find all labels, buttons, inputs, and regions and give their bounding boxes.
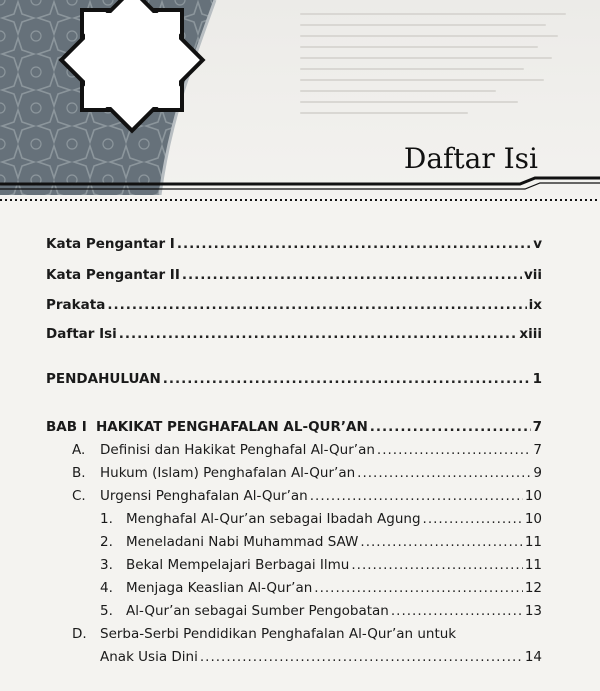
chapter-title: HAKIKAT PENGHAFALAN AL-QUR’AN: [96, 419, 368, 435]
toc-entry-subsection[interactable]: [126, 556, 542, 574]
ornamental-corner-pattern: [0, 0, 240, 195]
toc-entry-page: v: [533, 236, 542, 252]
dot-leader: [370, 418, 531, 436]
dot-leader: [177, 235, 531, 253]
toc-entry-subsection[interactable]: [126, 579, 542, 597]
toc-entry-section[interactable]: [100, 487, 542, 505]
subsection-number: 2.: [100, 534, 113, 550]
dot-leader: [351, 556, 522, 574]
dot-leader: [360, 533, 522, 551]
toc-entry-page: 12: [524, 580, 542, 596]
toc-entry-page: 7: [532, 419, 542, 435]
toc-entry-page: vii: [523, 267, 542, 283]
dot-leader: [357, 464, 531, 482]
subsection-number: 1.: [100, 511, 113, 527]
toc-entry-subsection[interactable]: [126, 602, 542, 620]
toc-entry-front-matter[interactable]: [46, 266, 542, 284]
subsection-label: Al-Qur’an sebagai Sumber Pengobatan: [126, 603, 389, 619]
subsection-label: Menjaga Keaslian Al-Qur’an: [126, 580, 313, 596]
section-letter: A.: [72, 442, 86, 458]
toc-entry-page: 14: [524, 649, 542, 665]
section-label: Hukum (Islam) Penghafalan Al-Qur’an: [100, 465, 356, 481]
title-divider-rule: [0, 170, 600, 210]
toc-entry-subsection[interactable]: [126, 533, 542, 551]
dot-leader: [314, 579, 523, 597]
dot-leader: [423, 510, 523, 528]
toc-entry-front-matter[interactable]: [46, 235, 542, 253]
toc-entry-page: 13: [524, 603, 542, 619]
subsection-label: Meneladani Nabi Muhammad SAW: [126, 534, 359, 550]
toc-entry-front-matter[interactable]: [46, 325, 542, 343]
toc-entry-section[interactable]: [100, 441, 542, 459]
dot-leader: [391, 602, 523, 620]
section-letter: C.: [72, 488, 86, 504]
dot-leader: [310, 487, 523, 505]
toc-entry-label: Kata Pengantar II: [46, 267, 180, 283]
dot-leader: [377, 441, 532, 459]
eight-point-star-frame-icon: [61, 0, 202, 131]
subsection-number: 5.: [100, 603, 113, 619]
section-letter: D.: [72, 626, 87, 642]
dot-leader: [119, 325, 518, 343]
toc-entry-page: xiii: [519, 326, 542, 342]
dot-leader: [163, 370, 531, 388]
toc-entry-page: 1: [532, 371, 542, 387]
toc-entry-subsection[interactable]: [126, 510, 542, 528]
page-title: Daftar Isi: [403, 142, 538, 175]
section-label-line1: Serba-Serbi Pendidikan Penghafalan Al-Qur’an untuk: [100, 626, 457, 642]
subsection-label: Bekal Mempelajari Berbagai Ilmu: [126, 557, 350, 573]
toc-entry-page: 10: [524, 488, 542, 504]
subsection-number: 3.: [100, 557, 113, 573]
toc-entry-label: Daftar Isi: [46, 326, 117, 342]
toc-entry-page: 7: [533, 442, 542, 458]
toc-entry-label: Kata Pengantar I: [46, 236, 175, 252]
section-label: Definisi dan Hakikat Penghafal Al-Qur’an: [100, 442, 375, 458]
toc-entry-section[interactable]: [100, 648, 542, 666]
toc-entry-pendahuluan[interactable]: [46, 370, 542, 388]
toc-entry-page: 10: [524, 511, 542, 527]
chapter-number: BAB I: [46, 419, 87, 435]
toc-entry-page: 11: [524, 534, 542, 550]
subsection-label: Menghafal Al-Qur’an sebagai Ibadah Agung: [126, 511, 421, 527]
toc-entry-front-matter[interactable]: [46, 296, 542, 314]
section-label-line2: Anak Usia Dini: [100, 649, 198, 665]
toc-entry-page: ix: [528, 297, 542, 313]
section-letter: B.: [72, 465, 86, 481]
toc-entry-label: PENDAHULUAN: [46, 371, 161, 387]
dot-leader: [107, 296, 526, 314]
subsection-number: 4.: [100, 580, 113, 596]
toc-entry-section[interactable]: [100, 464, 542, 482]
bleed-through-text: [300, 4, 580, 123]
dot-leader: [182, 266, 522, 284]
toc-entry-page: 11: [524, 557, 542, 573]
section-label: Urgensi Penghafalan Al-Qur’an: [100, 488, 308, 504]
toc-entry-page: 9: [533, 465, 542, 481]
toc-entry-label: Prakata: [46, 297, 106, 313]
dot-leader: [200, 648, 523, 666]
toc-entry-chapter[interactable]: [96, 418, 542, 436]
